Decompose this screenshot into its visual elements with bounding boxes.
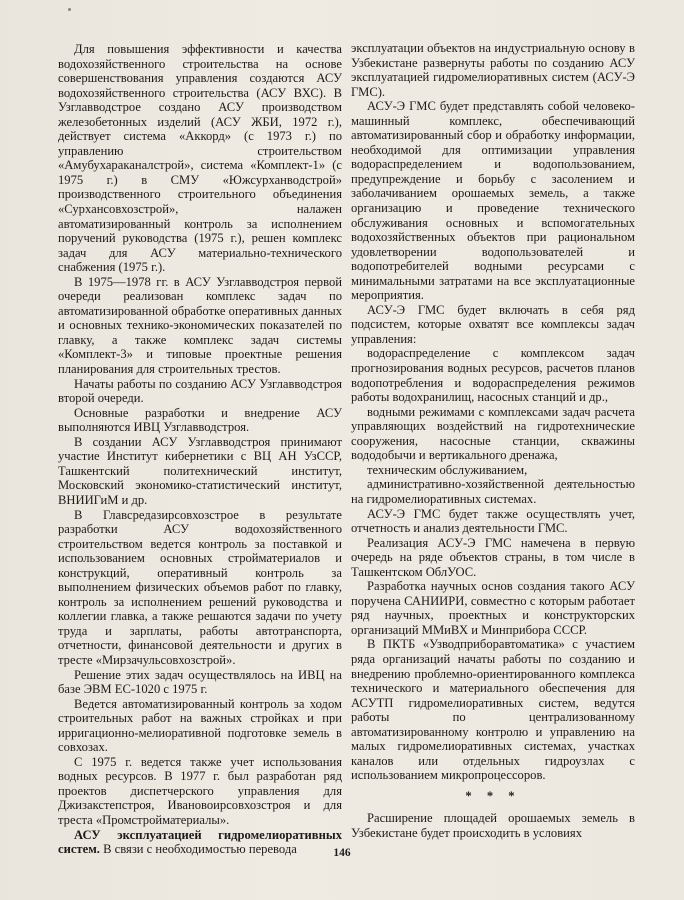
left-paragraph-9: С 1975 г. ведется также учет использования водных ресурсов. В 1977 г. был разработан ряд проектов диспетчерского управления для Джизакстепстроя, Ивановоирсовхозстроя и для треста «Промстройматериалы». <box>58 754 342 827</box>
right-paragraph-7: В ПКТБ «Узводприборавтоматика» с участием ряда организаций начаты работы по созданию и внедрению проблемно-ориентированного комплекса технического и материального обеспечения для АСУТП гидромелиоративных систем, ведутся работы по централизованному автоматизированному контролю и управлению на малых гидромелиоративных системах, участках каналов или отдельных гидроузлах с использованием микропроцессоров. <box>351 637 635 783</box>
right-paragraph-1: эксплуатации объектов на индустриальную основу в Узбекистане развернуты работы по созданию АСУ эксплуатацией гидромелиоративных систем (АСУ-Э ГМС). <box>351 41 635 99</box>
right-paragraph-6: Разработка научных основ создания такого АСУ поручена САНИИРИ, совместно с которым работает ряд научных, проектных и конструкторских организаций ММиВХ и Минприбора СССР. <box>351 579 635 637</box>
right-paragraph-5: Реализация АСУ-Э ГМС намечена в первую очередь на ряде объектов страны, в том числе в Ташкентском ОблУОС. <box>351 535 635 579</box>
section-separator: * * * <box>465 788 521 803</box>
left-paragraph-4: Основные разработки и внедрение АСУ выполняются ИВЦ Узглавводстроя. <box>58 405 342 435</box>
right-paragraph-3: АСУ-Э ГМС будет включать в себя ряд подсистем, которые охватят все комплексы задач управления: <box>351 302 635 346</box>
left-paragraph-8: Ведется автоматизированный контроль за ходом строительных работ на важных стройках и при ирригационно-мелиоративной подготовке земель в совхозах. <box>58 696 342 755</box>
right-paragraph-4: АСУ-Э ГМС будет также осуществлять учет, отчетность и анализ деятельности ГМС. <box>351 506 635 536</box>
right-paragraph-8: Расширение площадей орошаемых земель в Узбекистане будет происходить в условиях <box>351 811 635 840</box>
page-number: 146 <box>333 847 351 859</box>
scan-speck <box>68 8 71 11</box>
left-paragraph-2: В 1975—1978 гг. в АСУ Узглавводстроя первой очереди реализован комплекс задач по автоматизированной обработке оперативных данных и основных технико-экономических показателей по главку, а также комплекс задач системы «Комплект-3» и типовые проектные решения планирования для строительных трестов. <box>58 274 342 377</box>
right-list-item-1: водораспределение с комплексом задач прогнозирования водных ресурсов, расчетов планов водопотребления и водораспределения режимов работы водохранилищ, насосных станций и др., <box>351 346 635 405</box>
right-list-item-4: административно-хозяйственной деятельностью на гидромелиоративных системах. <box>351 477 635 506</box>
right-list-item-2: водными режимами с комплексами задач расчета управляющих воздействий на гидротехнические сооружения, насосные станции, скважины вододобычи и вертикального дренажа, <box>351 404 635 463</box>
left-column <box>58 42 342 857</box>
left-paragraph-7: Решение этих задач осуществлялось на ИВЦ на базе ЭВМ ЕС-1020 с 1975 г. <box>58 667 342 697</box>
section-heading-asu-gms: АСУ эксплуатацией гидромелиоративных систем. <box>58 827 342 857</box>
right-paragraph-2: АСУ-Э ГМС будет представлять собой человеко-машинный комплекс, обеспечивающий автоматизированный сбор и обработку информации, необходимой для оптимизации управления водораспределением и водопользованием, предупреждение и борьбу с засолением и заболачиванием орошаемых земель, а также организацию и проведение технического обслуживания основных и вспомогательных водохозяйственных объектов при рациональном удовлетворении водопользователей и водопотребителей водными ресурсами с минимальными затратами на все эксплуатационные мероприятия. <box>351 99 635 303</box>
left-paragraph-5: В создании АСУ Узглавводстроя принимают участие Институт кибернетики с ВЦ АН УзССР, Ташкентский политехнический институт, Московский экономико-статистический институт, ВНИИГиМ и др. <box>58 434 342 507</box>
left-paragraph-3: Начаты работы по созданию АСУ Узглавводстроя второй очереди. <box>58 376 342 406</box>
left-paragraph-10-text: В связи с необходимостью перевода <box>99 842 297 857</box>
right-column <box>351 41 635 841</box>
left-paragraph-6: В Главсредазирсовхозстрое в результате разработки АСУ водохозяйственного строительством ведется контроль за поставкой и использованием основных стройматериалов и конструкций, оперативный контроль за выполнением физических объемов работ по главку, контроль за исполнением решений руководства и коллегии главка, а также решаются задачи по учету труда и зарплаты, работы автотранспорта, отчетности, финансовой деятельности и других в тресте «Мирзачульсовхозстрой». <box>58 507 342 667</box>
right-list-item-3: техническим обслуживанием, <box>367 462 528 477</box>
left-paragraph-1: Для повышения эффективности и качества водохозяйственного строительства на основе совершенствования управления создаются АСУ водохозяйственного строительства (АСУ ВХС). В Узглавводстрое создано АСУ производством железобетонных изделий (АСУ ЖБИ, 1972 г.), действует система «Аккорд» (с 1973 г.) по управлению строительством «Амубухараканалстрой», система «Комплект-1» (с 1975 г.) в СМУ «Южсурханводстрой» производственного строительного объединения «Сурхансовхозстрой», налажен автоматизированный контроль за исполнением поручений руководства (1975 г.), решен комплекс задач для АСУ материально-технического снабжения (1975 г.). <box>58 42 342 275</box>
